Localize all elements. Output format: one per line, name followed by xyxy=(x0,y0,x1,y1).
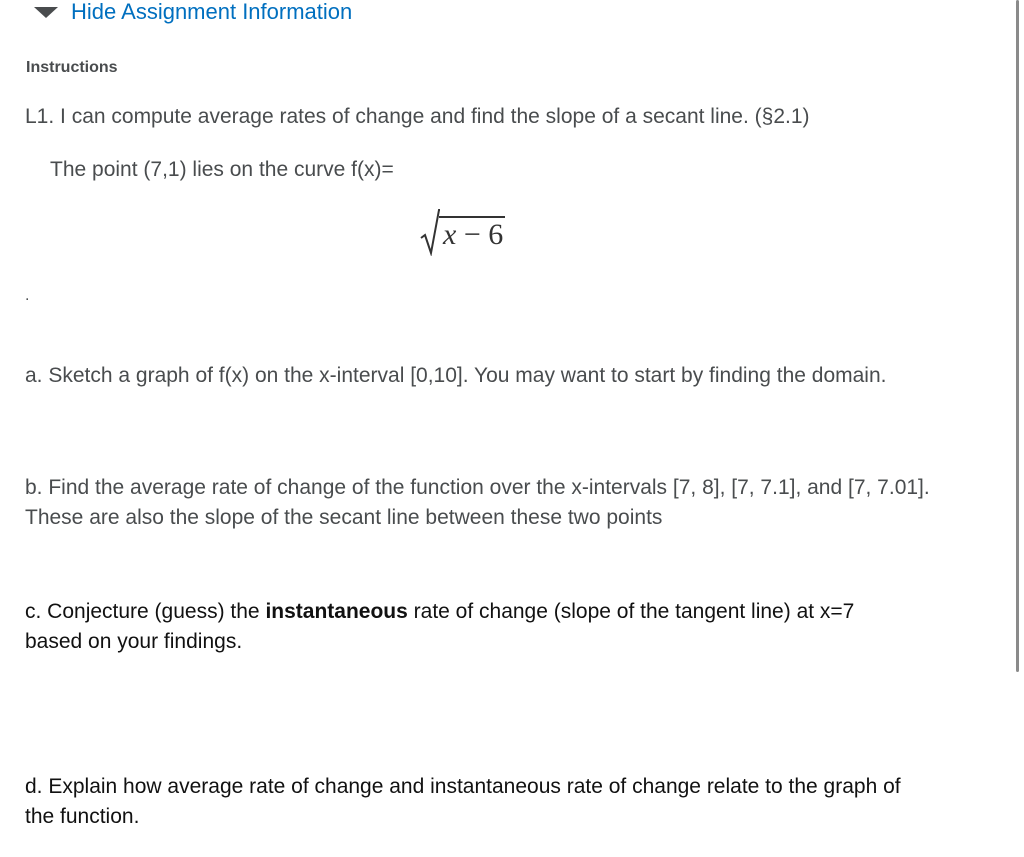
function-formula xyxy=(420,208,505,256)
part-c-before: c. Conjecture (guess) the xyxy=(25,600,266,623)
question-part-b: b. Find the average rate of change of the function over the x-intervals [7, 8], [7, 7.1], and [7, 7.01]. These are also the slope of the secant line between these two points xyxy=(25,476,930,529)
formula-constant: 6 xyxy=(488,218,504,251)
radicand xyxy=(439,216,505,256)
stray-period: . xyxy=(25,287,30,304)
formula-variable: x xyxy=(443,218,457,251)
caret-down-icon xyxy=(34,7,58,18)
instructions-heading: Instructions xyxy=(26,59,118,76)
learning-objective: L1. I can compute average rates of change and find the slope of a secant line. (§2.1) xyxy=(25,105,810,128)
formula-operator: − xyxy=(456,218,489,251)
question-part-a: a. Sketch a graph of f(x) on the x-interval [0,10]. You may want to start by finding the domain. xyxy=(25,364,887,387)
question-part-c xyxy=(25,597,905,657)
part-c-after: rate of change (slope of the tangent line) at x=7 based on your findings. xyxy=(25,600,855,653)
point-statement: The point (7,1) lies on the curve f(x)= xyxy=(50,158,394,181)
part-c-bold: instantaneous xyxy=(265,600,408,623)
hide-assignment-toggle[interactable] xyxy=(34,0,352,24)
hide-assignment-label[interactable]: Hide Assignment Information xyxy=(71,0,353,24)
question-part-d: d. Explain how average rate of change and instantaneous rate of change relate to the graph of the function. xyxy=(25,775,901,828)
square-root-sign xyxy=(420,208,440,256)
scrollbar[interactable] xyxy=(1016,0,1019,672)
